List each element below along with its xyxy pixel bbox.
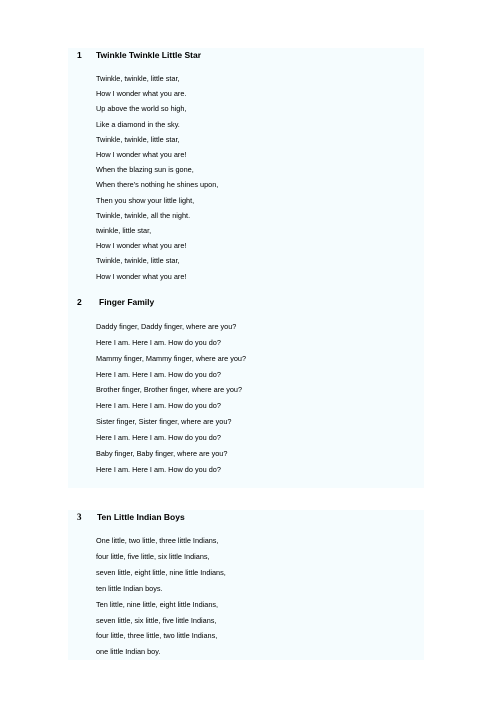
lyric-line: four little, three little, two little Indians, — [96, 631, 218, 641]
song-title: Ten Little Indian Boys — [97, 512, 185, 522]
lyric-line: How I wonder what you are. — [96, 89, 187, 99]
lyric-line: seven little, six little, five little Indians, — [96, 615, 217, 625]
lyric-line: Here I am. Here I am. How do you do? — [96, 432, 221, 442]
lyric-line: Then you show your little light, — [96, 195, 195, 205]
lyric-line: Mammy finger, Mammy finger, where are you? — [96, 353, 247, 363]
lyric-line: Twinkle, twinkle, little star, — [96, 74, 180, 83]
song-title: Finger Family — [99, 297, 155, 307]
lyric-line: one little Indian boy. — [96, 647, 161, 657]
lyric-line: Here I am. Here I am. How do you do? — [96, 401, 221, 411]
lyric-line: twinkle, little star, — [96, 226, 152, 235]
lyric-line: Brother finger, Brother finger, where are you? — [96, 385, 243, 395]
lyric-line: Ten little, nine little, eight little Indians, — [96, 599, 219, 609]
lyric-line: When the blazing sun is gone, — [96, 165, 194, 175]
song-number: 2 — [77, 297, 82, 307]
lyric-line: Sister finger, Sister finger, where are you? — [96, 417, 232, 427]
song-title: Twinkle Twinkle Little Star — [96, 50, 202, 60]
lyric-line: Here I am. Here I am. How do you do? — [96, 337, 221, 347]
song-number: 1 — [77, 50, 82, 60]
lyric-line: ten little Indian boys. — [96, 583, 163, 593]
lyric-line: Daddy finger, Daddy finger, where are you? — [96, 322, 237, 331]
lyric-line: Twinkle, twinkle, little star, — [96, 134, 180, 144]
lyric-line: Twinkle, twinkle, all the night. — [96, 210, 191, 220]
lyric-line: four little, five little, six little Indians, — [96, 551, 210, 561]
lyric-line: Up above the world so high, — [96, 104, 187, 114]
lyric-line: seven little, eight little, nine little Indians, — [96, 567, 226, 577]
lyric-line: When there's nothing he shines upon, — [96, 180, 219, 190]
lyric-line: How I wonder what you are! — [96, 150, 187, 159]
lyric-line: Baby finger, Baby finger, where are you? — [96, 448, 228, 458]
song-number: 3 — [77, 512, 82, 522]
lyric-line: Here I am. Here I am. How do you do? — [96, 464, 221, 474]
lyric-line: Here I am. Here I am. How do you do? — [96, 369, 221, 379]
lyric-line: One little, two little, three little Indians, — [96, 536, 219, 545]
lyric-line: Like a diamond in the sky. — [96, 119, 180, 129]
lyric-line: Twinkle, twinkle, little star, — [96, 256, 180, 266]
lyric-line: How I wonder what you are! — [96, 271, 187, 281]
lyric-line: How I wonder what you are! — [96, 241, 187, 251]
